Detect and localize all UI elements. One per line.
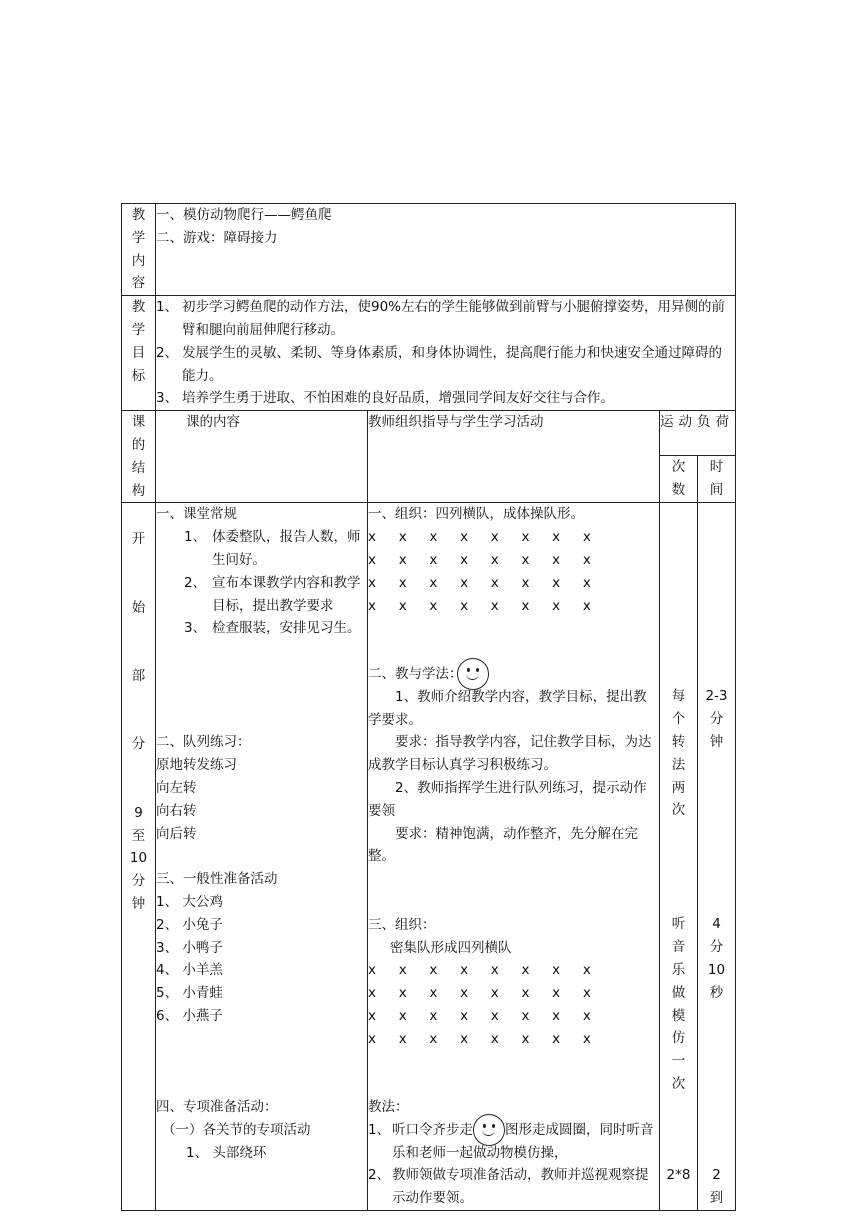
text: 2、 xyxy=(156,344,179,361)
teach-paragraph: 要求：精神饱满，动作整齐，先分解在完整。 xyxy=(368,825,638,865)
student-mark: x xyxy=(490,529,499,546)
formation-row xyxy=(368,595,659,618)
text: 分 xyxy=(709,711,724,728)
teaching-goals-row xyxy=(122,296,736,411)
drill-item: 向右转 xyxy=(156,802,197,819)
text: 开 xyxy=(131,531,146,548)
student-mark: x xyxy=(521,985,530,1002)
student-mark: x xyxy=(552,529,561,546)
student-mark: x xyxy=(490,962,499,979)
student-mark: x xyxy=(398,962,407,979)
text: 的 xyxy=(131,436,146,453)
activity-cell xyxy=(368,503,660,1211)
structure-header-row xyxy=(122,411,736,456)
formation-grid-2 xyxy=(368,959,659,1050)
student-mark: x xyxy=(460,574,469,591)
organization-3-sub: 密集队形成四列横队 xyxy=(390,939,512,956)
student-mark: x xyxy=(429,985,438,1002)
special-subtitle: （一）各关节的专项活动 xyxy=(162,1121,311,1138)
text: 做 xyxy=(671,984,686,1001)
text: 发展学生的灵敏、柔韧、等身体素质，和身体协调性，提高爬行能力和快速安全通过障碍的能力。 xyxy=(182,344,722,384)
student-mark: x xyxy=(368,551,376,568)
student-mark: x xyxy=(552,1030,561,1047)
load-column-header: 运 动 负 荷 xyxy=(660,411,736,456)
special-item: 1、 头部绕环 xyxy=(186,1144,267,1161)
text: 间 xyxy=(709,482,724,499)
text: 至 xyxy=(131,827,146,844)
text: 数 xyxy=(671,482,686,499)
text: 教 xyxy=(131,299,146,316)
text: 构 xyxy=(131,482,146,499)
organization-1: 一、组织：四列横队，成体操队形。 xyxy=(368,506,584,523)
warmup-item: 5、 小青蛙 xyxy=(156,985,223,1002)
student-mark: x xyxy=(429,962,438,979)
text: 听口令齐步走 xyxy=(392,1121,473,1138)
text: 2-3 xyxy=(705,688,728,705)
text: 每 xyxy=(671,688,686,705)
text: 体委整队，报告人数，师生问好。 xyxy=(212,529,361,568)
special-title: 四、专项准备活动： xyxy=(156,1099,278,1116)
text: 部 xyxy=(131,667,146,684)
student-mark: x xyxy=(460,1030,469,1047)
formation-row xyxy=(368,572,659,595)
student-mark: x xyxy=(582,597,591,614)
routine-item xyxy=(156,617,367,640)
text: 学 xyxy=(131,321,146,338)
teaching-goals-list xyxy=(156,296,736,411)
text: 法 xyxy=(671,756,686,773)
duration-column-header xyxy=(698,456,736,503)
student-mark: x xyxy=(460,1007,469,1024)
text: 目 xyxy=(131,344,146,361)
student-mark: x xyxy=(368,574,376,591)
text: 钟 xyxy=(131,895,146,912)
text: 次 xyxy=(671,1075,686,1092)
student-mark: x xyxy=(429,529,438,546)
warmup-item: 6、 小燕子 xyxy=(156,1007,223,1024)
student-mark: x xyxy=(582,1030,591,1047)
student-mark: x xyxy=(368,597,376,614)
text: 次 xyxy=(671,802,686,819)
drill-item: 向后转 xyxy=(156,825,197,842)
student-mark: x xyxy=(398,574,407,591)
text: 10 xyxy=(707,961,726,978)
text: 宣布本课教学内容和教学目标，提出教学要求 xyxy=(212,574,361,614)
student-mark: x xyxy=(582,574,591,591)
routine-item xyxy=(156,526,367,572)
warmup-item: 3、 小鸭子 xyxy=(156,939,223,956)
student-mark: x xyxy=(582,1007,591,1024)
text: 图形走成圆圈，同时听音乐和老师一起做动物模仿操， xyxy=(392,1121,654,1161)
text: 二、游戏：障碍接力 xyxy=(156,229,278,246)
times-column-header xyxy=(660,456,698,503)
formation-row xyxy=(368,982,659,1005)
student-mark: x xyxy=(552,985,561,1002)
text: 一 xyxy=(671,1053,686,1070)
student-mark: x xyxy=(552,574,561,591)
text: 1、 xyxy=(184,529,207,546)
student-mark: x xyxy=(582,985,591,1002)
text: 钟 xyxy=(709,733,724,750)
student-mark: x xyxy=(398,1007,407,1024)
goal-item xyxy=(156,387,735,410)
text: 2*8 xyxy=(666,1167,691,1184)
student-mark: x xyxy=(552,962,561,979)
text: 两 xyxy=(671,779,686,796)
student-mark: x xyxy=(398,551,407,568)
text: 仿 xyxy=(671,1030,686,1047)
text: 内 xyxy=(131,252,146,269)
text: 结 xyxy=(131,459,146,476)
student-mark: x xyxy=(582,962,591,979)
teaching-content-row xyxy=(122,204,736,296)
student-mark: x xyxy=(368,962,376,979)
text: 1、 xyxy=(368,1121,391,1138)
student-mark: x xyxy=(490,597,499,614)
student-mark: x xyxy=(398,1030,407,1047)
text: 个 xyxy=(671,711,686,728)
student-mark: x xyxy=(582,529,591,546)
student-mark: x xyxy=(490,551,499,568)
student-mark: x xyxy=(368,1030,376,1047)
method-title: 教法： xyxy=(368,1099,409,1116)
warmup-title: 三、一般性准备活动 xyxy=(156,871,278,888)
text: 次 xyxy=(671,459,686,476)
text: 分 xyxy=(709,939,724,956)
student-mark: x xyxy=(429,1007,438,1024)
teaching-goals-label xyxy=(122,296,156,411)
student-mark: x xyxy=(521,574,530,591)
warmup-item: 1、 大公鸡 xyxy=(156,893,223,910)
student-mark: x xyxy=(552,551,561,568)
student-mark: x xyxy=(521,962,530,979)
text: 教 xyxy=(131,207,146,223)
student-mark: x xyxy=(368,1007,376,1024)
text: 3、 xyxy=(184,620,207,637)
formation-row xyxy=(368,1005,659,1028)
warmup-item: 4、 小羊羔 xyxy=(156,962,223,979)
text: 秒 xyxy=(709,984,724,1001)
student-mark: x xyxy=(460,962,469,979)
formation-row xyxy=(368,1028,659,1051)
drill-item: 原地转发练习 xyxy=(156,757,237,774)
student-mark: x xyxy=(429,574,438,591)
text: 学 xyxy=(131,229,146,246)
student-mark: x xyxy=(460,597,469,614)
lesson-plan-table xyxy=(121,203,736,1211)
student-mark: x xyxy=(398,597,407,614)
teaching-content-text xyxy=(156,204,736,296)
structure-label xyxy=(122,411,156,503)
student-mark: x xyxy=(521,529,530,546)
student-mark: x xyxy=(429,1030,438,1047)
student-mark: x xyxy=(368,529,376,546)
student-mark: x xyxy=(582,551,591,568)
text: 2 xyxy=(712,1167,721,1184)
formation-grid-1 xyxy=(368,526,659,617)
student-mark: x xyxy=(521,1007,530,1024)
student-mark: x xyxy=(490,574,499,591)
text: 转 xyxy=(671,733,686,750)
text: 一、模仿动物爬行——鳄鱼爬 xyxy=(156,207,332,223)
student-mark: x xyxy=(490,985,499,1002)
text: 乐 xyxy=(671,961,686,978)
text: 模 xyxy=(671,1007,686,1024)
student-mark: x xyxy=(460,551,469,568)
smiley-face-icon xyxy=(457,658,489,690)
drill-item: 向左转 xyxy=(156,779,197,796)
teach-title xyxy=(368,663,659,686)
routine-title: 一、课堂常规 xyxy=(156,506,237,523)
method-item xyxy=(368,1164,659,1210)
text: 标 xyxy=(131,367,146,384)
student-mark: x xyxy=(429,597,438,614)
teach-paragraph: 要求：指导教学内容，记住教学目标，为达成教学目标认真学习积极练习。 xyxy=(368,734,652,774)
opening-section-row xyxy=(122,503,736,1211)
times-cell xyxy=(660,503,698,1211)
smiley-face-icon xyxy=(473,1114,505,1146)
student-mark: x xyxy=(490,1030,499,1047)
student-mark: x xyxy=(490,1007,499,1024)
text: 容 xyxy=(131,275,146,292)
teach-paragraph: 1、教师介绍教学内容，教学目标，提出教学要求。 xyxy=(368,688,647,728)
text: 到 xyxy=(709,1189,724,1206)
warmup-item: 2、 小兔子 xyxy=(156,916,223,933)
student-mark: x xyxy=(398,985,407,1002)
goal-item xyxy=(156,342,735,388)
text: 始 xyxy=(131,599,146,616)
text: 听 xyxy=(671,916,686,933)
text: 4 xyxy=(712,916,721,933)
formation-row xyxy=(368,959,659,982)
text: 3、 xyxy=(156,390,179,407)
formation-row xyxy=(368,526,659,549)
student-mark: x xyxy=(521,1030,530,1047)
text: 2、 xyxy=(368,1167,391,1184)
activity-column-header: 教师组织指导与学生学习活动 xyxy=(368,411,660,503)
student-mark: x xyxy=(398,529,407,546)
text: 培养学生勇于进取、不怕困难的良好品质，增强同学间友好交往与合作。 xyxy=(182,390,614,407)
student-mark: x xyxy=(521,551,530,568)
text: 课 xyxy=(131,414,146,431)
text: 检查服装，安排见习生。 xyxy=(212,620,361,637)
duration-cell xyxy=(698,503,736,1211)
student-mark: x xyxy=(460,985,469,1002)
text: 音 xyxy=(671,939,686,956)
student-mark: x xyxy=(429,551,438,568)
teach-paragraph: 2、教师指挥学生进行队列练习，提示动作要领 xyxy=(368,779,647,819)
text: 初步学习鳄鱼爬的动作方法，使90%左右的学生能够做到前臂与小腿俯撑姿势，用异侧的前臂和腿向前屈伸爬行移动。 xyxy=(182,299,726,338)
teaching-content-label xyxy=(122,204,156,296)
text: 教师领做专项准备活动，教师并巡视观察提示动作要领。 xyxy=(392,1167,649,1207)
text: 分 xyxy=(131,736,146,753)
student-mark: x xyxy=(521,597,530,614)
section-label xyxy=(122,503,156,1211)
student-mark: x xyxy=(552,1007,561,1024)
lesson-content-cell xyxy=(156,503,368,1211)
formation-row xyxy=(368,549,659,572)
text: 二、教与学法： xyxy=(368,665,463,682)
student-mark: x xyxy=(460,529,469,546)
student-mark: x xyxy=(368,985,376,1002)
text: 9 xyxy=(134,804,143,821)
text: 10 xyxy=(129,850,148,867)
content-column-header: 课的内容 xyxy=(156,411,368,503)
text: 1、 xyxy=(156,299,179,316)
method-item xyxy=(368,1119,659,1165)
routine-item xyxy=(156,572,367,618)
text: 2、 xyxy=(184,574,207,591)
organization-3-title: 三、组织： xyxy=(368,916,436,933)
goal-item xyxy=(156,296,735,342)
drill-title: 二、队列练习： xyxy=(156,734,251,751)
student-mark: x xyxy=(552,597,561,614)
text: 分 xyxy=(131,873,146,890)
text: 时 xyxy=(709,459,724,476)
